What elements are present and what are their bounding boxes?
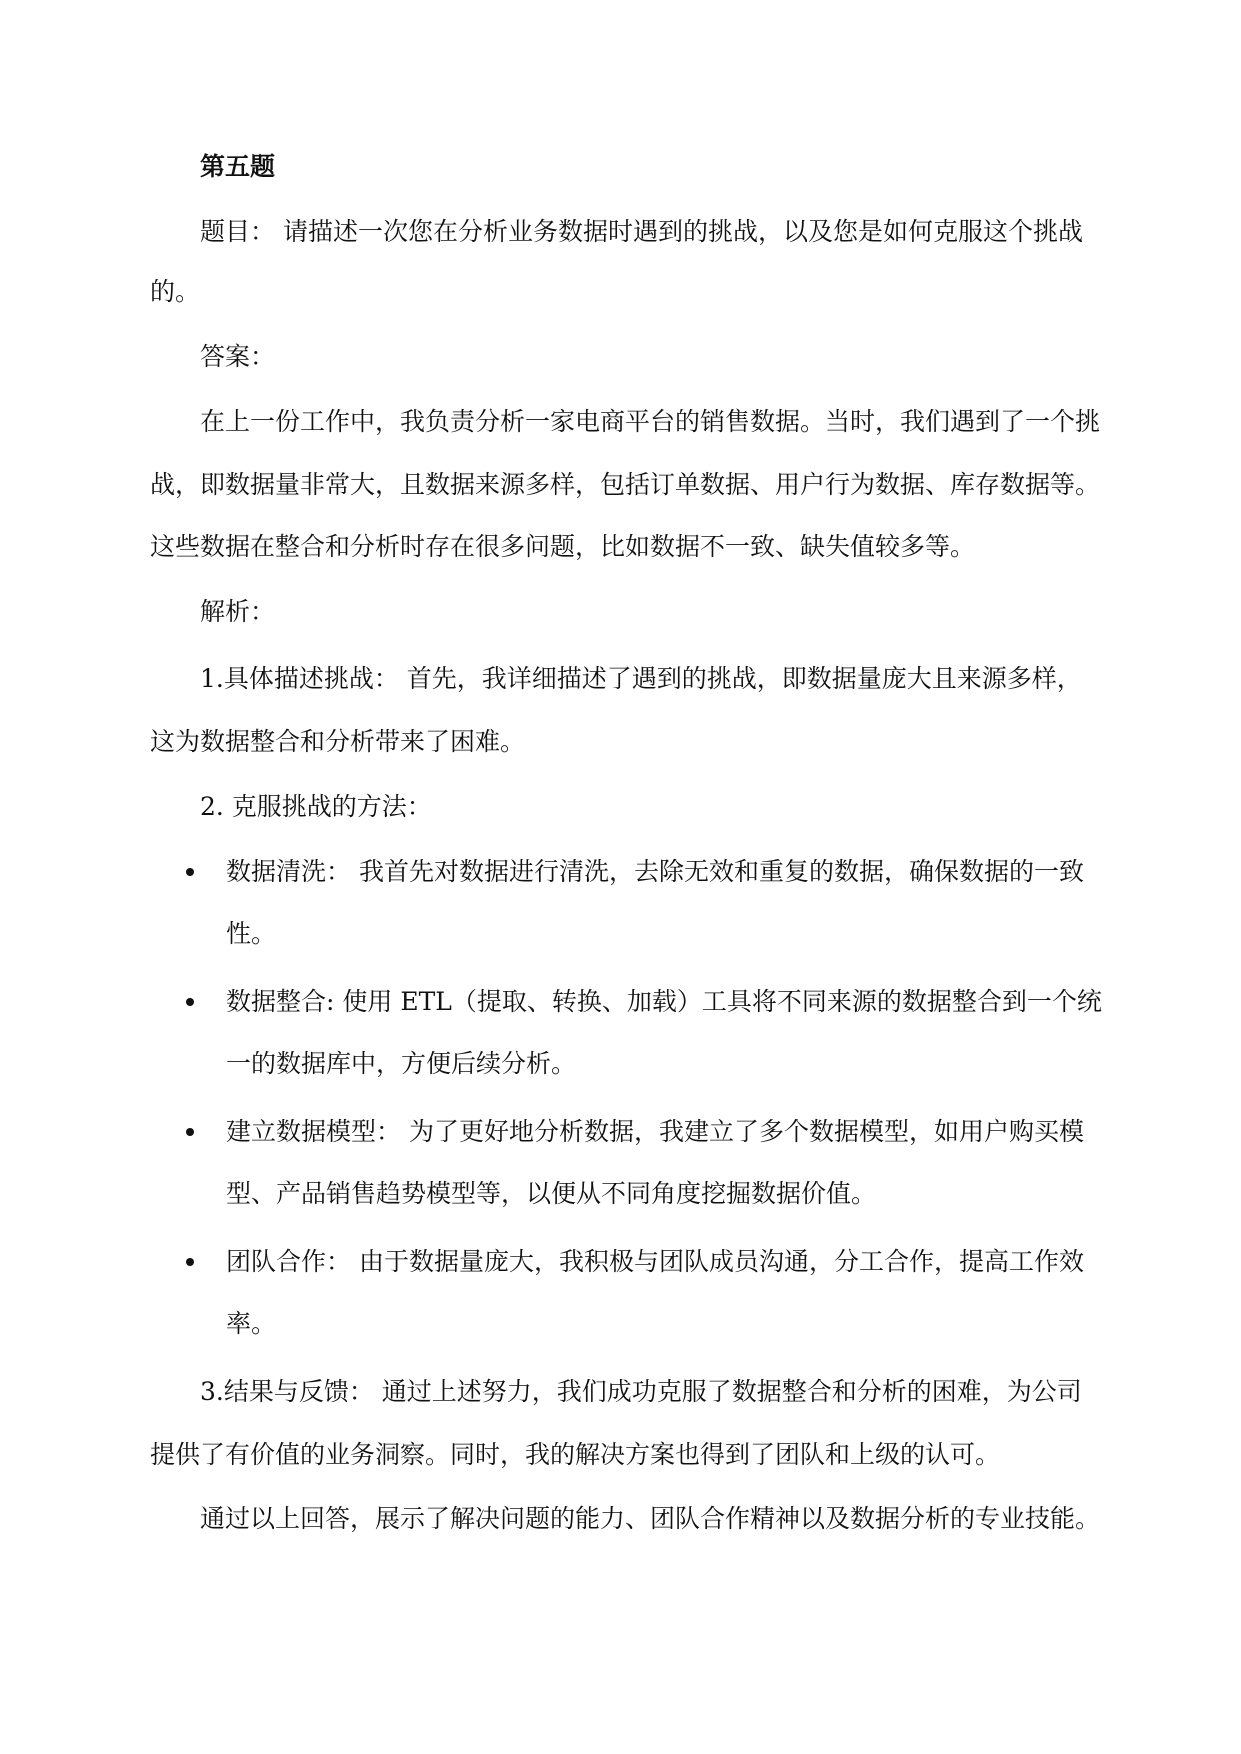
bullet-line-2: 一的数据库中，方便后续分析。 xyxy=(226,1049,577,1078)
bullet-dot-icon xyxy=(186,1128,194,1136)
point1-line-2: 这为数据整合和分析带来了困难。 xyxy=(150,727,526,756)
answer-line-3: 这些数据在整合和分析时存在很多问题，比如数据不一致、缺失值较多等。 xyxy=(150,532,976,561)
bullet-line-2: 率。 xyxy=(226,1309,277,1338)
point2-title: 2. 克服挑战的方法： xyxy=(200,792,432,821)
answer-label: 答案： xyxy=(200,342,276,371)
point3-line-1: 3.结果与反馈： 通过上述努力，我们成功克服了数据整合和分析的困难，为公司 xyxy=(200,1377,1082,1406)
point3-line-2: 提供了有价值的业务洞察。同时，我的解决方案也得到了团队和上级的认可。 xyxy=(150,1440,1001,1469)
bullet-line-2: 型、产品销售趋势模型等，以便从不同角度挖掘数据价值。 xyxy=(226,1179,877,1208)
bullet-line-1: 数据整合: 使用 ETL（提取、转换、加载）工具将不同来源的数据整合到一个统 xyxy=(226,987,1102,1016)
bullet-dot-icon xyxy=(186,868,194,876)
bullet-dot-icon xyxy=(186,998,194,1006)
bullet-dot-icon xyxy=(186,1258,194,1266)
answer-line-1: 在上一份工作中，我负责分析一家电商平台的销售数据。当时，我们遇到了一个挑 xyxy=(200,407,1101,436)
answer-line-2: 战，即数据量非常大，且数据来源多样，包括订单数据、用户行为数据、库存数据等。 xyxy=(150,470,1101,499)
bullet-line-2: 性。 xyxy=(226,919,277,948)
question-line-1: 题目： 请描述一次您在分析业务数据时遇到的挑战，以及您是如何克服这个挑战 xyxy=(200,217,1083,246)
bullet-line-1: 建立数据模型： 为了更好地分析数据，我建立了多个数据模型，如用户购买模 xyxy=(226,1117,1084,1146)
analysis-label: 解析： xyxy=(200,597,276,626)
conclusion-text: 通过以上回答，展示了解决问题的能力、团队合作精神以及数据分析的专业技能。 xyxy=(200,1504,1101,1533)
bullet-line-1: 团队合作： 由于数据量庞大，我积极与团队成员沟通，分工合作，提高工作效 xyxy=(226,1247,1084,1276)
page-heading: 第五题 xyxy=(200,152,276,181)
question-line-2: 的。 xyxy=(150,277,201,306)
bullet-line-1: 数据清洗： 我首先对数据进行清洗，去除无效和重复的数据，确保数据的一致 xyxy=(226,857,1084,886)
point1-line-1: 1.具体描述挑战： 首先，我详细描述了遇到的挑战，即数据量庞大且来源多样， xyxy=(200,664,1082,693)
